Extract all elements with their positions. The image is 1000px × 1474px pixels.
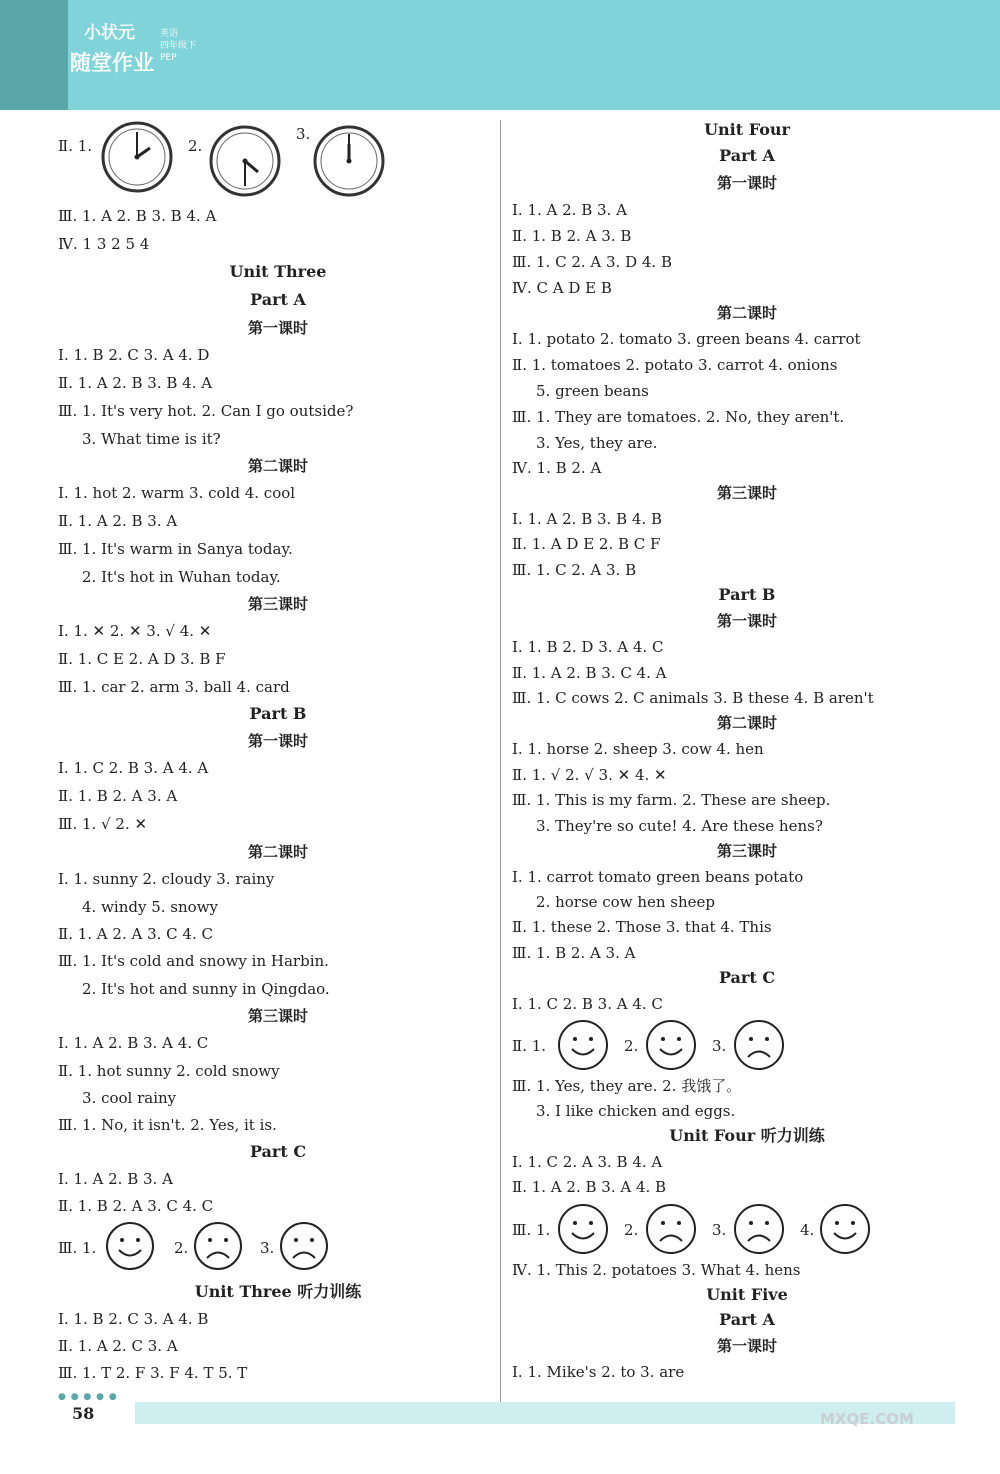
answer-line: Ⅰ. 1. carrot tomato green beans potato xyxy=(512,868,804,886)
answer-line: Ⅳ. 1. This 2. potatoes 3. What 4. hens xyxy=(512,1261,801,1279)
answer-line: Ⅲ. 1. It's cold and snowy in Harbin. xyxy=(58,952,329,970)
lesson-title: 第二课时 xyxy=(247,457,308,475)
answer-line: Ⅲ. 1. car 2. arm 3. ball 4. card xyxy=(58,678,290,696)
part-title: Part B xyxy=(718,585,776,604)
answer-line: Ⅱ. 1. A 2. C 3. A xyxy=(58,1337,178,1355)
answer-line: 3. Yes, they are. xyxy=(536,434,658,452)
answer-line: Ⅱ. 1. A 2. B 3. C 4. A xyxy=(512,664,667,682)
page-header xyxy=(0,0,1000,110)
column-divider xyxy=(500,120,501,1410)
answer-line: Ⅲ. 1. C 2. A 3. B xyxy=(512,561,637,579)
answer-line: Ⅰ. 1. ✕ 2. ✕ 3. √ 4. ✕ xyxy=(58,622,212,640)
answer-line: 2. It's hot in Wuhan today. xyxy=(82,568,281,586)
lesson-title: 第一课时 xyxy=(716,612,777,630)
answer-line: Ⅲ. 1. √ 2. ✕ xyxy=(58,815,148,833)
answer-line: Ⅳ. 1 3 2 5 4 xyxy=(58,235,150,253)
face-label: 2. xyxy=(624,1037,639,1055)
part-title: Part A xyxy=(719,146,775,165)
answer-line: Ⅰ. 1. Mike's 2. to 3. are xyxy=(512,1363,685,1381)
answer-line: Ⅲ. 1. It's very hot. 2. Can I go outside? xyxy=(58,402,354,420)
face-label: 2. xyxy=(624,1221,639,1239)
answer-line: Ⅲ. 1. They are tomatoes. 2. No, they aren't. xyxy=(512,408,845,426)
answer-line: Ⅰ. 1. A 2. B 3. B 4. B xyxy=(512,510,662,528)
answer-line: Ⅱ. 1. hot sunny 2. cold snowy xyxy=(58,1062,280,1080)
face-label: Ⅱ. 1. xyxy=(512,1037,547,1055)
lesson-title: 第一课时 xyxy=(716,1337,777,1355)
answer-line: Ⅰ. 1. B 2. D 3. A 4. C xyxy=(512,638,664,656)
brand-line1: 小状元 xyxy=(84,23,135,43)
answer-line: Ⅰ. 1. B 2. C 3. A 4. B xyxy=(58,1310,209,1328)
smiley-face-icon xyxy=(644,1018,698,1072)
brand-subtitle xyxy=(160,28,196,64)
answer-line: Ⅱ. 1. √ 2. √ 3. ✕ 4. ✕ xyxy=(512,766,667,784)
watermark: MXQE.COM xyxy=(820,1410,914,1428)
answer-line: Ⅱ. 1. B 2. A 3. C 4. C xyxy=(58,1197,214,1215)
answer-line: Ⅲ. 1. No, it isn't. 2. Yes, it is. xyxy=(58,1116,277,1134)
face-label: Ⅲ. 1. xyxy=(512,1221,551,1239)
answer-line: Ⅲ. 1. A 2. B 3. B 4. A xyxy=(58,207,217,225)
face-label: 2. xyxy=(174,1239,189,1257)
sad-face-icon xyxy=(644,1202,698,1256)
answer-line: 3. cool rainy xyxy=(82,1089,177,1107)
answer-line: Ⅰ. 1. C 2. B 3. A 4. A xyxy=(58,759,209,777)
answer-line: Ⅱ. 1. A 2. B 3. A xyxy=(58,512,178,530)
answer-line: 3. I like chicken and eggs. xyxy=(536,1102,736,1120)
answer-line: Ⅲ. 1. C 2. A 3. D 4. B xyxy=(512,253,672,271)
smiley-face-icon xyxy=(556,1202,610,1256)
answer-line: Ⅳ. C A D E B xyxy=(512,279,612,297)
lesson-title: 第三课时 xyxy=(247,1007,308,1025)
answer-line: Ⅰ. 1. A 2. B 3. A xyxy=(58,1170,173,1188)
answer-line: 3. What time is it? xyxy=(82,430,221,448)
lesson-title: 第三课时 xyxy=(716,484,777,502)
answer-line: Ⅲ. 1. This is my farm. 2. These are sheep. xyxy=(512,791,831,809)
sad-face-icon xyxy=(732,1018,786,1072)
answer-line: Ⅱ. 1. tomatoes 2. potato 3. carrot 4. onions xyxy=(512,356,838,374)
unit-listening-title: Unit Four 听力训练 xyxy=(669,1126,825,1145)
lesson-title: 第二课时 xyxy=(716,714,777,732)
answer-line: Ⅰ. 1. sunny 2. cloudy 3. rainy xyxy=(58,870,275,888)
sad-face-icon xyxy=(278,1220,330,1272)
unit-title: Unit Four xyxy=(704,120,790,139)
brand-logo xyxy=(70,18,154,77)
clock-icon xyxy=(100,120,174,194)
answer-line: Ⅱ. 1. A 2. A 3. C 4. C xyxy=(58,925,213,943)
lesson-title: 第一课时 xyxy=(247,319,308,337)
lesson-title: 第二课时 xyxy=(716,304,777,322)
face-label: 3. xyxy=(712,1037,727,1055)
unit-title: Unit Five xyxy=(706,1285,788,1304)
answer-line: Ⅱ. 1. these 2. Those 3. that 4. This xyxy=(512,918,772,936)
unit-title: Unit Three xyxy=(229,262,327,281)
clock-label-3: 3. xyxy=(296,125,311,143)
answer-line: 3. They're so cute! 4. Are these hens? xyxy=(536,817,823,835)
answer-line: Ⅰ. 1. B 2. C 3. A 4. D xyxy=(58,346,210,364)
part-title: Part A xyxy=(250,290,306,309)
face-label: 3. xyxy=(712,1221,727,1239)
unit-listening-title: Unit Three 听力训练 xyxy=(194,1282,362,1301)
part-title: Part B xyxy=(249,704,307,723)
clock-icon xyxy=(312,124,386,198)
answer-line: Ⅲ. 1. It's warm in Sanya today. xyxy=(58,540,293,558)
page-number: 58 xyxy=(72,1404,95,1423)
sad-face-icon xyxy=(192,1220,244,1272)
answer-line: 2. It's hot and sunny in Qingdao. xyxy=(82,980,330,998)
lesson-title: 第三课时 xyxy=(247,595,308,613)
answer-line: Ⅲ. 1. Yes, they are. 2. 我饿了。 xyxy=(512,1077,742,1095)
face-label: Ⅲ. 1. xyxy=(58,1239,97,1257)
answer-line: Ⅰ. 1. C 2. A 3. B 4. A xyxy=(512,1153,663,1171)
answer-line: Ⅲ. 1. T 2. F 3. F 4. T 5. T xyxy=(58,1364,248,1382)
brand-sub-edition: PEP xyxy=(160,53,177,63)
clock-label-2: 2. xyxy=(188,137,203,155)
lesson-title: 第三课时 xyxy=(716,842,777,860)
lesson-title: 第一课时 xyxy=(716,174,777,192)
header-side-block xyxy=(0,0,68,110)
answer-line: Ⅲ. 1. C cows 2. C animals 3. B these 4. B aren't xyxy=(512,689,874,707)
clock-label-1: Ⅱ. 1. xyxy=(58,137,93,155)
answer-line: Ⅰ. 1. horse 2. sheep 3. cow 4. hen xyxy=(512,740,764,758)
face-label: 4. xyxy=(800,1221,815,1239)
part-title: Part A xyxy=(719,1310,775,1329)
answer-line: Ⅳ. 1. B 2. A xyxy=(512,459,602,477)
brand-line2: 随堂作业 xyxy=(70,51,154,75)
brand-sub-subject: 英语 xyxy=(160,29,179,39)
answer-line: Ⅱ. 1. C E 2. A D 3. B F xyxy=(58,650,226,668)
smiley-face-icon xyxy=(818,1202,872,1256)
brand-sub-grade: 四年级下 xyxy=(160,41,197,51)
answer-line: 4. windy 5. snowy xyxy=(82,898,219,916)
answer-line: Ⅰ. 1. potato 2. tomato 3. green beans 4. carrot xyxy=(512,330,861,348)
lesson-title: 第二课时 xyxy=(247,843,308,861)
answer-line: Ⅱ. 1. B 2. A 3. B xyxy=(512,227,632,245)
smiley-face-icon xyxy=(104,1220,156,1272)
sad-face-icon xyxy=(732,1202,786,1256)
answer-line: Ⅲ. 1. B 2. A 3. A xyxy=(512,944,636,962)
clock-icon xyxy=(208,124,282,198)
answer-line: Ⅱ. 1. A D E 2. B C F xyxy=(512,535,661,553)
answer-line: Ⅰ. 1. A 2. B 3. A xyxy=(512,201,627,219)
answer-line: 2. horse cow hen sheep xyxy=(536,893,716,911)
answer-line: Ⅱ. 1. A 2. B 3. B 4. A xyxy=(58,374,213,392)
answer-line: Ⅰ. 1. hot 2. warm 3. cold 4. cool xyxy=(58,484,296,502)
answer-line: Ⅰ. 1. A 2. B 3. A 4. C xyxy=(58,1034,209,1052)
smiley-face-icon xyxy=(556,1018,610,1072)
answer-line: Ⅱ. 1. B 2. A 3. A xyxy=(58,787,178,805)
answer-line: Ⅰ. 1. C 2. B 3. A 4. C xyxy=(512,995,663,1013)
answer-line: Ⅱ. 1. A 2. B 3. A 4. B xyxy=(512,1178,667,1196)
face-label: 3. xyxy=(260,1239,275,1257)
page-number-decoration: ● ● ● ● ● xyxy=(58,1392,118,1402)
answer-line: 5. green beans xyxy=(536,382,649,400)
part-title: Part C xyxy=(718,968,776,987)
part-title: Part C xyxy=(249,1142,307,1161)
lesson-title: 第一课时 xyxy=(247,732,308,750)
